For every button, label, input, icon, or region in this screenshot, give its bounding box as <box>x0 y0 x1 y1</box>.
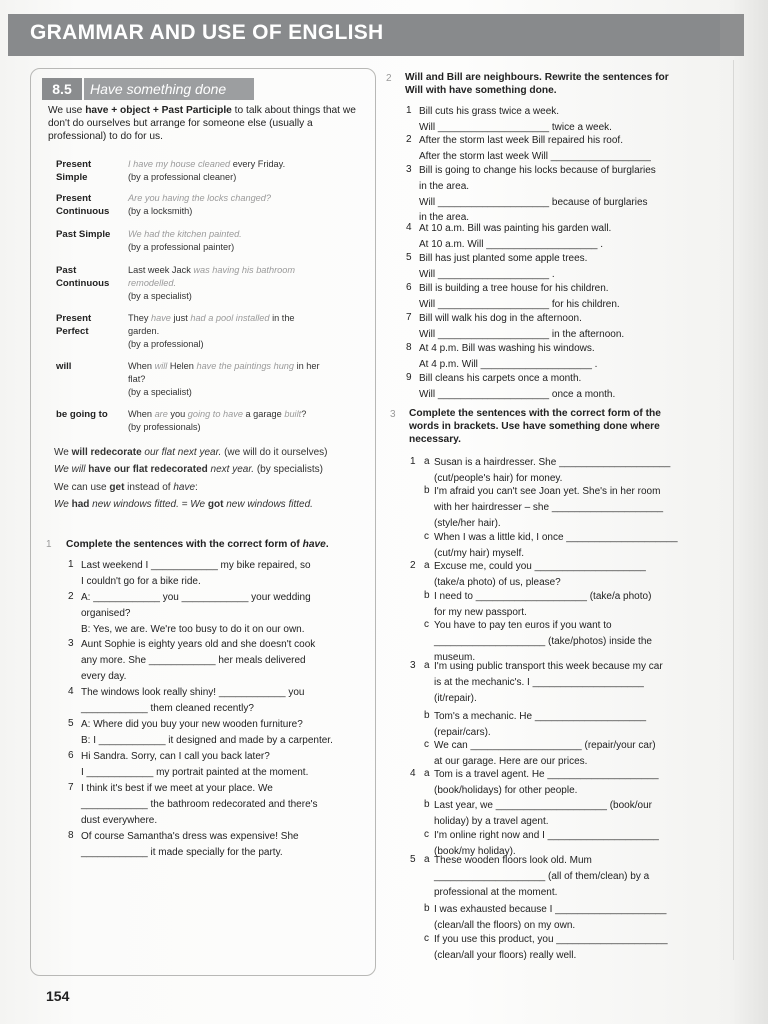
example-highlight: remodelled. <box>128 278 177 288</box>
exercise-item: I'm using public transport this week because my car is at the mechanic's. I ____________________ (it/repair). <box>434 661 663 704</box>
example-text: Last week Jack <box>128 265 194 275</box>
exercise-item: Last year, we ____________________ (book/our holiday) by a travel agent. <box>434 800 652 827</box>
note-keyword: had <box>71 499 90 510</box>
exercise-item: I was exhausted because I ____________________ (clean/all the floors) on my own. <box>434 904 667 931</box>
example-line <box>128 325 295 338</box>
example-line <box>128 205 271 218</box>
exercise-2-heading: Will and Bill are neighbours. Rewrite the sentences for Will with have something done. <box>405 72 669 96</box>
item-letter: b <box>424 485 430 496</box>
heading-keyword: have <box>302 539 326 550</box>
item-letter: c <box>424 531 429 542</box>
note-text: We can use <box>54 482 110 493</box>
item-letter: a <box>424 660 430 671</box>
note-text: (we will do it ourselves) <box>221 447 328 458</box>
example-text: (by a professional painter) <box>128 242 235 252</box>
note-text: have <box>173 482 196 493</box>
example-text: When <box>128 361 155 371</box>
item-letter: a <box>424 854 430 865</box>
group-number: 5 <box>410 854 416 865</box>
item-number: 8 <box>68 830 74 841</box>
tense-label: be going to <box>56 409 108 420</box>
note-line <box>54 446 327 459</box>
exercise-number: 2 <box>386 73 392 84</box>
header-bar-extension <box>720 14 744 56</box>
example-text: They <box>128 313 151 323</box>
note-text: We <box>54 499 72 510</box>
page-edge <box>733 60 734 960</box>
note-keyword: will redecorate <box>71 447 142 458</box>
exercise-item: You have to pay ten euros if you want to ____________________ (take/photos) inside the museum. <box>434 620 652 663</box>
item-number: 3 <box>406 164 412 175</box>
item-number: 4 <box>68 686 74 697</box>
item-letter: b <box>424 590 430 601</box>
exercise-item: Aunt Sophie is eighty years old and she doesn't cook any more. She ____________ her meals delivered every day. <box>81 639 316 682</box>
note-text: new windows fitted. = We <box>89 499 208 510</box>
exercise-item: Susan is a hairdresser. She ____________________ (cut/people's hair) for money. <box>434 457 671 484</box>
item-number: 8 <box>406 342 412 353</box>
example-line <box>128 408 306 421</box>
example-highlight: going to have <box>187 409 243 419</box>
exercise-number: 1 <box>46 539 52 550</box>
item-letter: b <box>424 903 430 914</box>
group-number: 2 <box>410 560 416 571</box>
exercise-item: If you use this product, you ____________________ (clean/all your floors) really well. <box>434 934 668 961</box>
section-intro <box>48 104 364 143</box>
tense-label: will <box>56 361 72 372</box>
item-letter: a <box>424 456 430 467</box>
exercise-item: When I was a little kid, I once ____________________ (cut/my hair) myself. <box>434 532 678 559</box>
example-highlight: built <box>284 409 302 419</box>
note-line <box>54 481 198 494</box>
exercise-item: Tom's a mechanic. He ____________________ (repair/cars). <box>434 711 647 738</box>
item-number: 1 <box>406 105 412 116</box>
exercise-item: These wooden floors look old. Mum ____________________ (all of them/clean) by a professional at the moment. <box>434 855 650 898</box>
exercise-item: I need to ____________________ (take/a photo) for my new passport. <box>434 591 652 618</box>
example-text: flat? <box>128 374 146 384</box>
example-text: (by a specialist) <box>128 387 192 397</box>
item-number: 5 <box>406 252 412 263</box>
exercise-item: I think it's best if we meet at your place. We ____________ the bathroom redecorated and there's dust everywhere. <box>81 783 318 826</box>
note-text: our flat next year. <box>141 447 222 458</box>
note-text: : <box>195 482 198 493</box>
example-text: you <box>167 409 188 419</box>
example-text: just <box>170 313 191 323</box>
example-text: (by a specialist) <box>128 291 192 301</box>
exercise-1-heading <box>66 538 329 551</box>
example-line <box>128 386 320 399</box>
example-highlight: have the paintings hung <box>196 361 295 371</box>
example-line <box>128 373 320 386</box>
example-text: garden. <box>128 326 160 336</box>
example-line <box>128 192 271 205</box>
exercise-item: Bill is going to change his locks because of burglaries in the area. Will ____________________ because of burglaries in the area. <box>419 165 656 224</box>
tense-example <box>128 312 295 351</box>
item-number: 2 <box>68 591 74 602</box>
note-keyword: have our flat redecorated <box>88 464 208 475</box>
example-text: every Friday. <box>230 159 286 169</box>
example-line <box>128 312 295 325</box>
example-text: When <box>128 409 155 419</box>
intro-formula: have + object + Past Participle <box>85 105 232 116</box>
example-text: (by a professional cleaner) <box>128 172 237 182</box>
heading-text: . <box>325 539 329 550</box>
note-text: instead of <box>124 482 174 493</box>
example-line <box>128 171 285 184</box>
item-number: 6 <box>68 750 74 761</box>
intro-text: to talk about things that we don't do ourselves but arrange for someone else (usually a professional) to do for us. <box>48 105 356 142</box>
example-text: in her <box>294 361 320 371</box>
example-highlight: had a pool installed <box>190 313 270 323</box>
tense-label: Present Perfect <box>56 313 92 337</box>
exercise-item: Bill is building a tree house for his children. Will ____________________ for his children. <box>419 283 620 310</box>
example-line <box>128 241 242 254</box>
item-letter: c <box>424 739 429 750</box>
example-line <box>128 338 295 351</box>
tense-example <box>128 192 271 218</box>
note-keyword: got <box>207 499 224 510</box>
exercise-item: I'm online right now and I ____________________ (book/my holiday). <box>434 830 659 857</box>
note-text: We <box>54 447 72 458</box>
item-letter: c <box>424 619 429 630</box>
exercise-item: A: ____________ you ____________ your wedding organised? B: Yes, we are. We're too busy to do it on our own. <box>81 592 311 635</box>
intro-text: We use <box>48 105 86 116</box>
example-highlight: I have my house cleaned <box>128 159 231 169</box>
item-letter: a <box>424 768 430 779</box>
tense-label: Past Simple <box>56 229 111 240</box>
example-line <box>128 290 295 303</box>
example-text: in the <box>269 313 295 323</box>
note-text: next year. <box>207 464 255 475</box>
exercise-item: Hi Sandra. Sorry, can I call you back later? I ____________ my portrait painted at the moment. <box>81 751 309 778</box>
example-highlight: are <box>154 409 168 419</box>
item-number: 9 <box>406 372 412 383</box>
exercise-item: Of course Samantha's dress was expensive! She ____________ it made specially for the party. <box>81 831 299 858</box>
tense-example <box>128 228 242 254</box>
example-highlight: We had the kitchen painted. <box>128 229 242 239</box>
item-number: 4 <box>406 222 412 233</box>
exercise-item: After the storm last week Bill repaired his roof. After the storm last week Will __________________ <box>419 135 651 162</box>
example-line <box>128 277 295 290</box>
note-text: (by specialists) <box>254 464 323 475</box>
note-line <box>54 498 313 511</box>
exercise-item: Bill will walk his dog in the afternoon. Will ____________________ in the afternoon. <box>419 313 625 340</box>
item-number: 6 <box>406 282 412 293</box>
group-number: 3 <box>410 660 416 671</box>
tense-label: Present Continuous <box>56 193 110 217</box>
exercise-item: At 10 a.m. Bill was painting his garden wall. At 10 a.m. Will ____________________ . <box>419 223 612 250</box>
item-letter: c <box>424 829 429 840</box>
item-number: 7 <box>406 312 412 323</box>
example-text: a garage <box>242 409 285 419</box>
exercise-item: The windows look really shiny! ____________ you ____________ them cleaned recently? <box>81 687 305 714</box>
exercise-item: We can ____________________ (repair/your car) at our garage. Here are our prices. <box>434 740 656 767</box>
exercise-item: At 4 p.m. Bill was washing his windows. At 4 p.m. Will ____________________ . <box>419 343 598 370</box>
exercise-item: Bill cuts his grass twice a week. Will ____________________ twice a week. <box>419 106 612 133</box>
item-number: 2 <box>406 134 412 145</box>
tense-example <box>128 360 320 399</box>
item-letter: a <box>424 560 430 571</box>
tense-example <box>128 408 306 434</box>
note-text: new windows fitted. <box>223 499 313 510</box>
header-bar <box>8 14 720 56</box>
exercise-item: Tom is a travel agent. He ____________________ (book/holidays) for other people. <box>434 769 659 796</box>
page-number: 154 <box>46 988 70 1004</box>
example-text: (by a professional) <box>128 339 204 349</box>
exercise-3-heading: Complete the sentences with the correct form of the words in brackets. Use have something done where necessary. <box>409 408 661 445</box>
example-text: Helen <box>167 361 197 371</box>
page-title: GRAMMAR AND USE OF ENGLISH <box>30 21 384 44</box>
example-line <box>128 421 306 434</box>
exercise-item: Bill cleans his carpets once a month. Will ____________________ once a month. <box>419 373 616 400</box>
example-line <box>128 264 295 277</box>
tense-example <box>128 158 285 184</box>
example-line <box>128 158 285 171</box>
example-highlight: was having his bathroom <box>193 265 296 275</box>
item-number: 7 <box>68 782 74 793</box>
example-text: (by a locksmith) <box>128 206 193 216</box>
example-line <box>128 228 242 241</box>
heading-text: Complete the sentences with the correct form of <box>66 539 303 550</box>
example-highlight: have <box>150 313 171 323</box>
example-text: (by professionals) <box>128 422 201 432</box>
section-number: 8.5 <box>42 78 82 100</box>
example-text: ? <box>301 409 307 419</box>
exercise-item: I'm afraid you can't see Joan yet. She's in her room with her hairdresser – she ____________________ (style/her hair). <box>434 486 664 529</box>
item-letter: b <box>424 710 430 721</box>
group-number: 1 <box>410 456 416 467</box>
example-highlight: will <box>154 361 168 371</box>
exercise-item: Last weekend I ____________ my bike repaired, so I couldn't go for a bike ride. <box>81 560 311 587</box>
note-text: We will <box>54 464 89 475</box>
exercise-item: Bill has just planted some apple trees. Will ____________________ . <box>419 253 588 280</box>
exercise-item: Excuse me, could you ____________________ (take/a photo) of us, please? <box>434 561 646 588</box>
tense-label: Past Continuous <box>56 265 110 289</box>
tense-label: Present Simple <box>56 159 92 183</box>
example-highlight: Are you having the locks changed? <box>128 193 272 203</box>
tense-example <box>128 264 295 303</box>
section-title: Have something done <box>84 78 254 100</box>
item-number: 5 <box>68 718 74 729</box>
exercise-number: 3 <box>390 409 396 420</box>
group-number: 4 <box>410 768 416 779</box>
note-line <box>54 463 323 476</box>
note-keyword: get <box>109 482 125 493</box>
exercise-item: A: Where did you buy your new wooden furniture? B: I ____________ it designed and made by a carpenter. <box>81 719 333 746</box>
example-line <box>128 360 320 373</box>
item-letter: b <box>424 799 430 810</box>
item-number: 3 <box>68 638 74 649</box>
item-number: 1 <box>68 559 74 570</box>
item-letter: c <box>424 933 429 944</box>
